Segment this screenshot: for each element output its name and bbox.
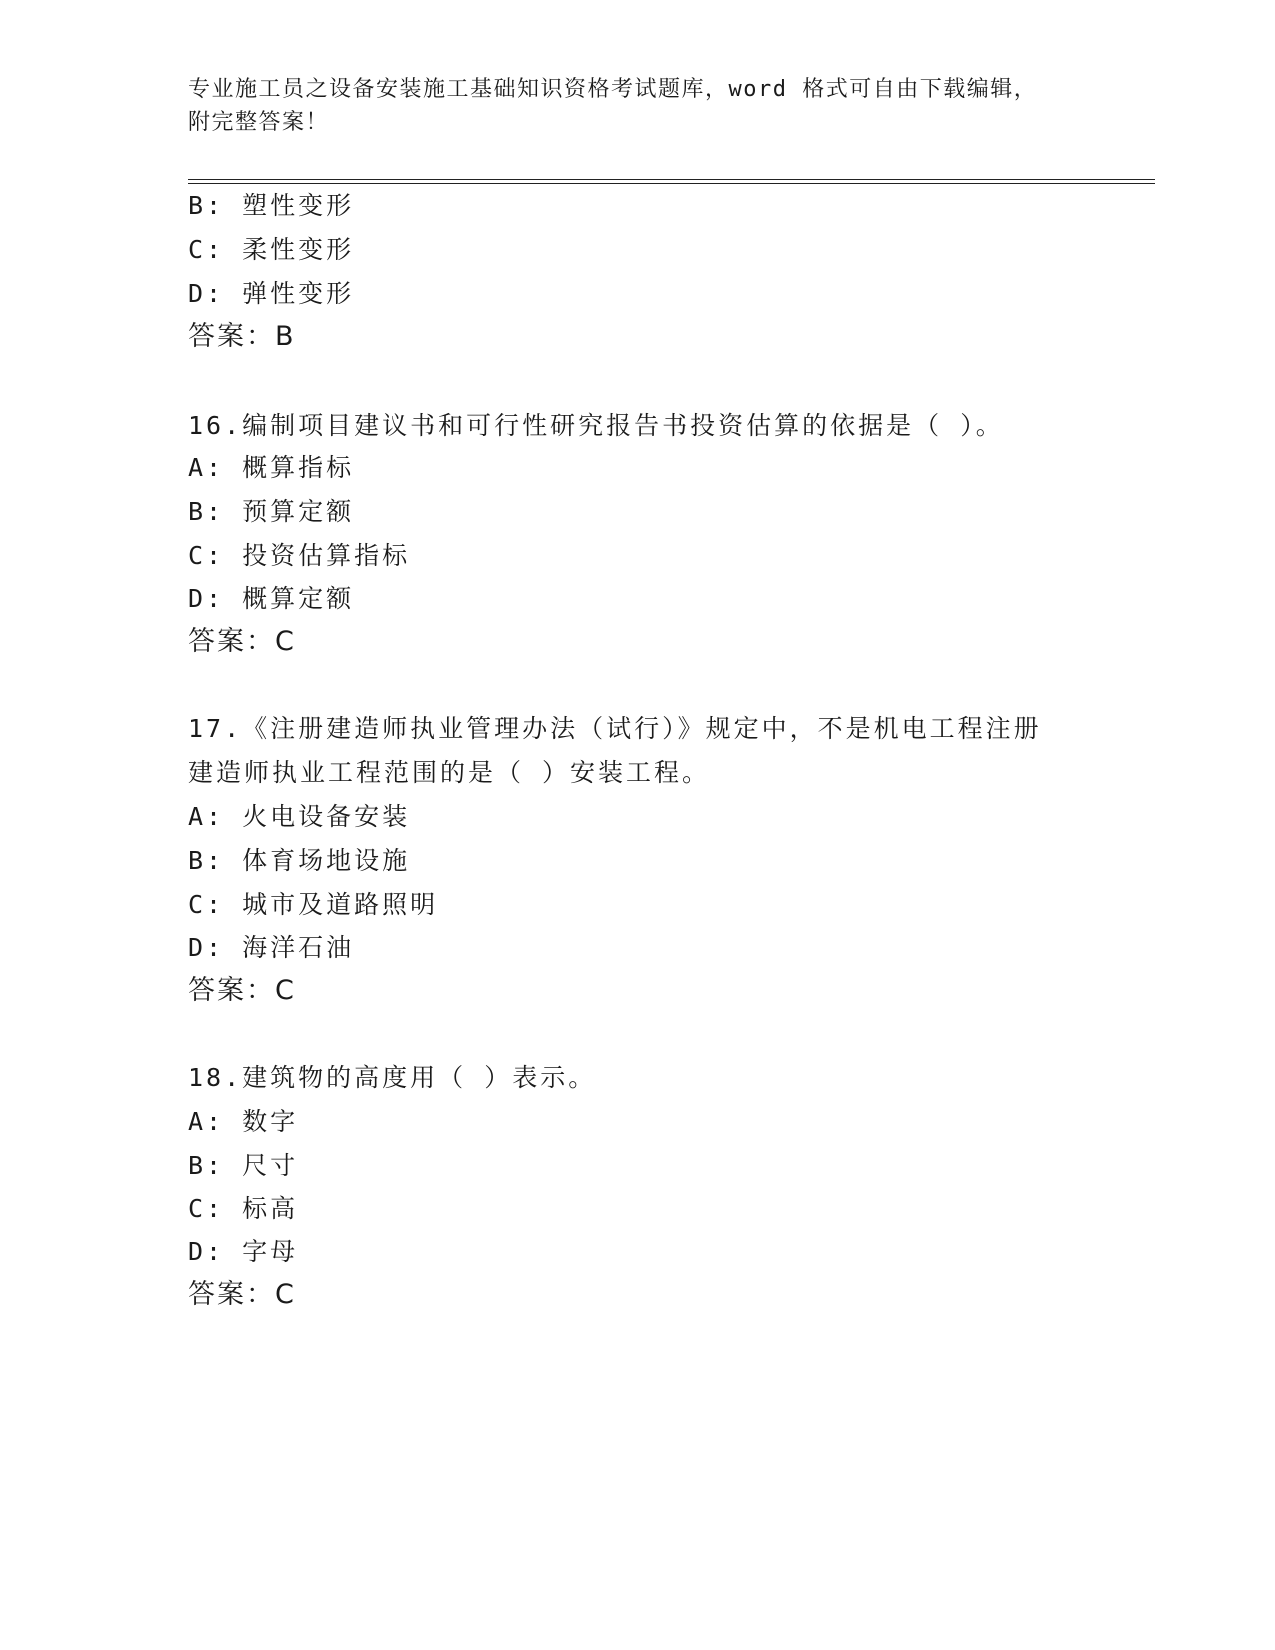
question-17-stem-line-1: 17.《注册建造师执业管理办法（试行）》规定中，不是机电工程注册 bbox=[188, 714, 1042, 743]
question-18-stem: 18.建筑物的高度用（ ）表示。 bbox=[188, 1063, 597, 1092]
answer: 答案：C bbox=[188, 626, 296, 657]
option-b: B: 塑性变形 bbox=[188, 191, 355, 220]
option-c: C: 城市及道路照明 bbox=[188, 890, 439, 919]
option-a: A: 火电设备安装 bbox=[188, 802, 411, 831]
option-a: A: 概算指标 bbox=[188, 453, 355, 482]
option-c: C: 投资估算指标 bbox=[188, 541, 411, 570]
header-line-1: 专业施工员之设备安装施工基础知识资格考试题库，word 格式可自由下载编辑， bbox=[188, 77, 1038, 102]
answer: 答案：B bbox=[188, 321, 296, 352]
page-header bbox=[188, 73, 1088, 139]
option-d: D: 字母 bbox=[188, 1237, 299, 1266]
option-b: B: 尺寸 bbox=[188, 1151, 299, 1180]
question-16-stem: 16.编制项目建议书和可行性研究报告书投资估算的依据是（ ）。 bbox=[188, 411, 1004, 440]
option-d: D: 概算定额 bbox=[188, 584, 355, 613]
option-d: D: 弹性变形 bbox=[188, 279, 355, 308]
option-b: B: 预算定额 bbox=[188, 497, 355, 526]
answer: 答案：C bbox=[188, 1279, 296, 1310]
option-c: C: 柔性变形 bbox=[188, 235, 355, 264]
option-b: B: 体育场地设施 bbox=[188, 846, 411, 875]
question-17-stem-line-2: 建造师执业工程范围的是（ ）安装工程。 bbox=[188, 758, 711, 787]
option-c: C: 标高 bbox=[188, 1194, 299, 1223]
header-line-2: 附完整答案！ bbox=[188, 110, 330, 135]
header-divider bbox=[188, 179, 1155, 184]
answer: 答案：C bbox=[188, 975, 296, 1006]
option-a: A: 数字 bbox=[188, 1107, 299, 1136]
option-d: D: 海洋石油 bbox=[188, 933, 355, 962]
